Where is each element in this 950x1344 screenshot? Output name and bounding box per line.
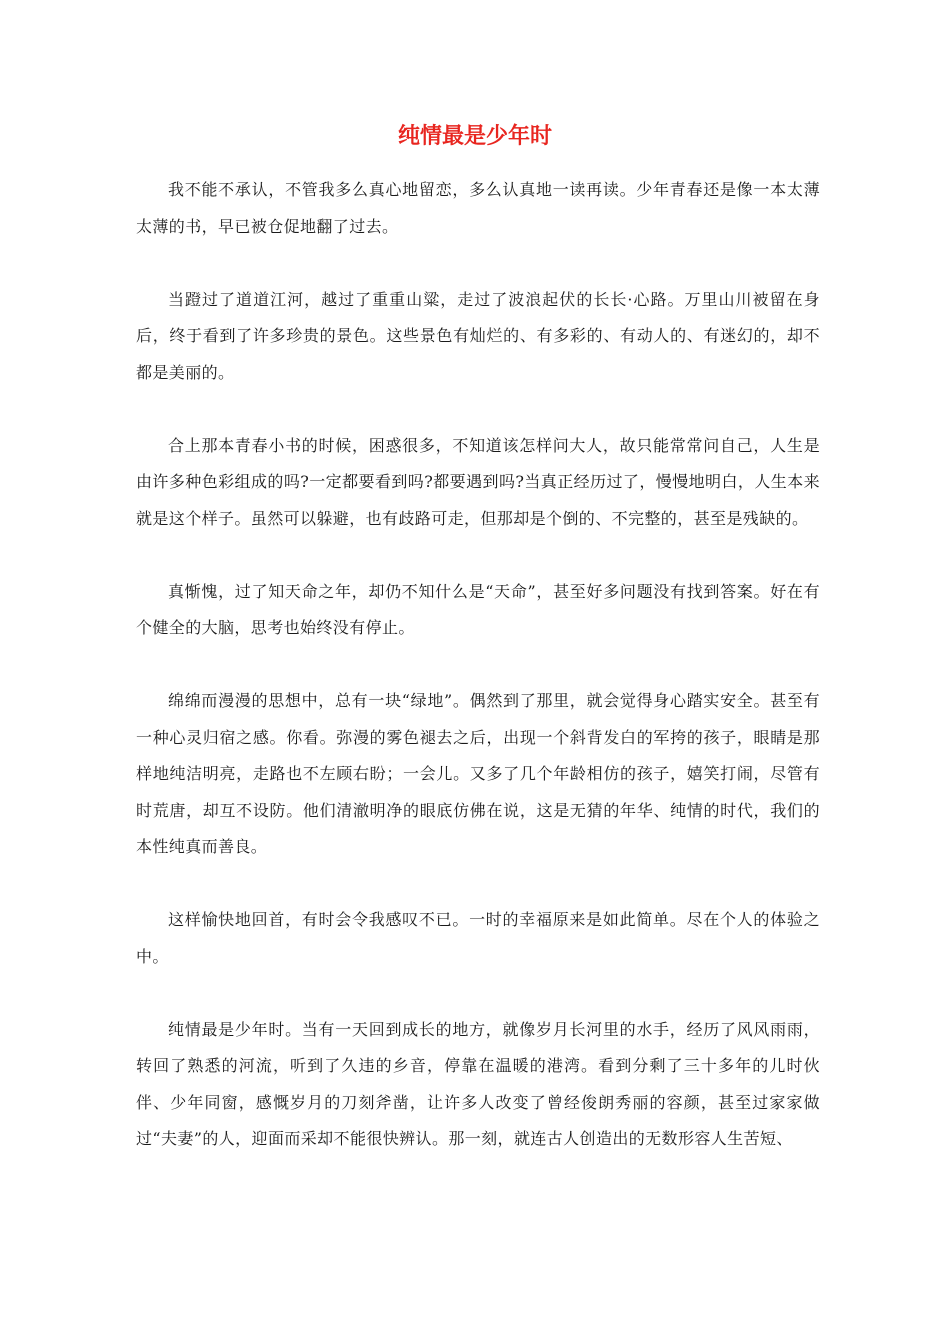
article-title: 纯情最是少年时 bbox=[397, 123, 552, 149]
paragraph: 合上那本青春小书的时候，困惑很多，不知道该怎样问大人，故只能常常问自己，人生是由许多种色彩组成的吗?一定都要看到吗?都要遇到吗?当真正经历过了，慢慢地明白，人生本来就是这个样子。虽然可以躲避，也有歧路可走，但那却是个倒的、不完整的，甚至是残缺的。 bbox=[136, 435, 820, 528]
paragraph: 我不能不承认，不管我多么真心地留恋，多么认真地一读再读。少年青春还是像一本太薄太薄的书，早已被仓促地翻了过去。 bbox=[136, 180, 820, 236]
paragraph: 纯情最是少年时。当有一天回到成长的地方，就像岁月长河里的水手，经历了风风雨雨，转回了熟悉的河流，听到了久违的乡音，停靠在温暖的港湾。看到分剩了三十多年的儿时伙伴、少年同窗，感慨岁月的刀刻斧凿，让许多人改变了曾经俊朗秀丽的容颜，甚至过家家做过“夫妻”的人，迎面而采却不能很快辨认。那一刻，就连古人创造出的无数形容人生苦短、 bbox=[136, 1019, 820, 1148]
paragraph: 当蹬过了道道江河，越过了重重山粱，走过了波浪起伏的长长·心路。万里山川被留在身后，终于看到了许多珍贵的景色。这些景色有灿烂的、有多彩的、有动人的、有迷幻的，却不都是美丽的。 bbox=[136, 289, 820, 382]
paragraph: 这样愉快地回首，有时会令我感叹不已。一时的幸福原来是如此简单。尽在个人的体验之中。 bbox=[136, 910, 820, 966]
article-body bbox=[136, 172, 820, 1194]
paragraph: 真惭愧，过了知天命之年，却仍不知什么是“天命”，甚至好多问题没有找到答案。好在有个健全的大脑，思考也始终没有停止。 bbox=[136, 581, 820, 637]
paragraph: 绵绵而漫漫的思想中，总有一块“绿地”。偶然到了那里，就会觉得身心踏实安全。甚至有一种心灵归宿之感。你看。弥漫的雾色褪去之后，出现一个斜背发白的军挎的孩子，眼睛是那样地纯洁明亮，走路也不左顾右盼；一会儿。又多了几个年龄相仿的孩子，嬉笑打闹，尽管有时荒唐，却互不设防。他们清澈明净的眼底仿佛在说，这是无猜的年华、纯情的时代，我们的本性纯真而善良。 bbox=[136, 691, 820, 856]
